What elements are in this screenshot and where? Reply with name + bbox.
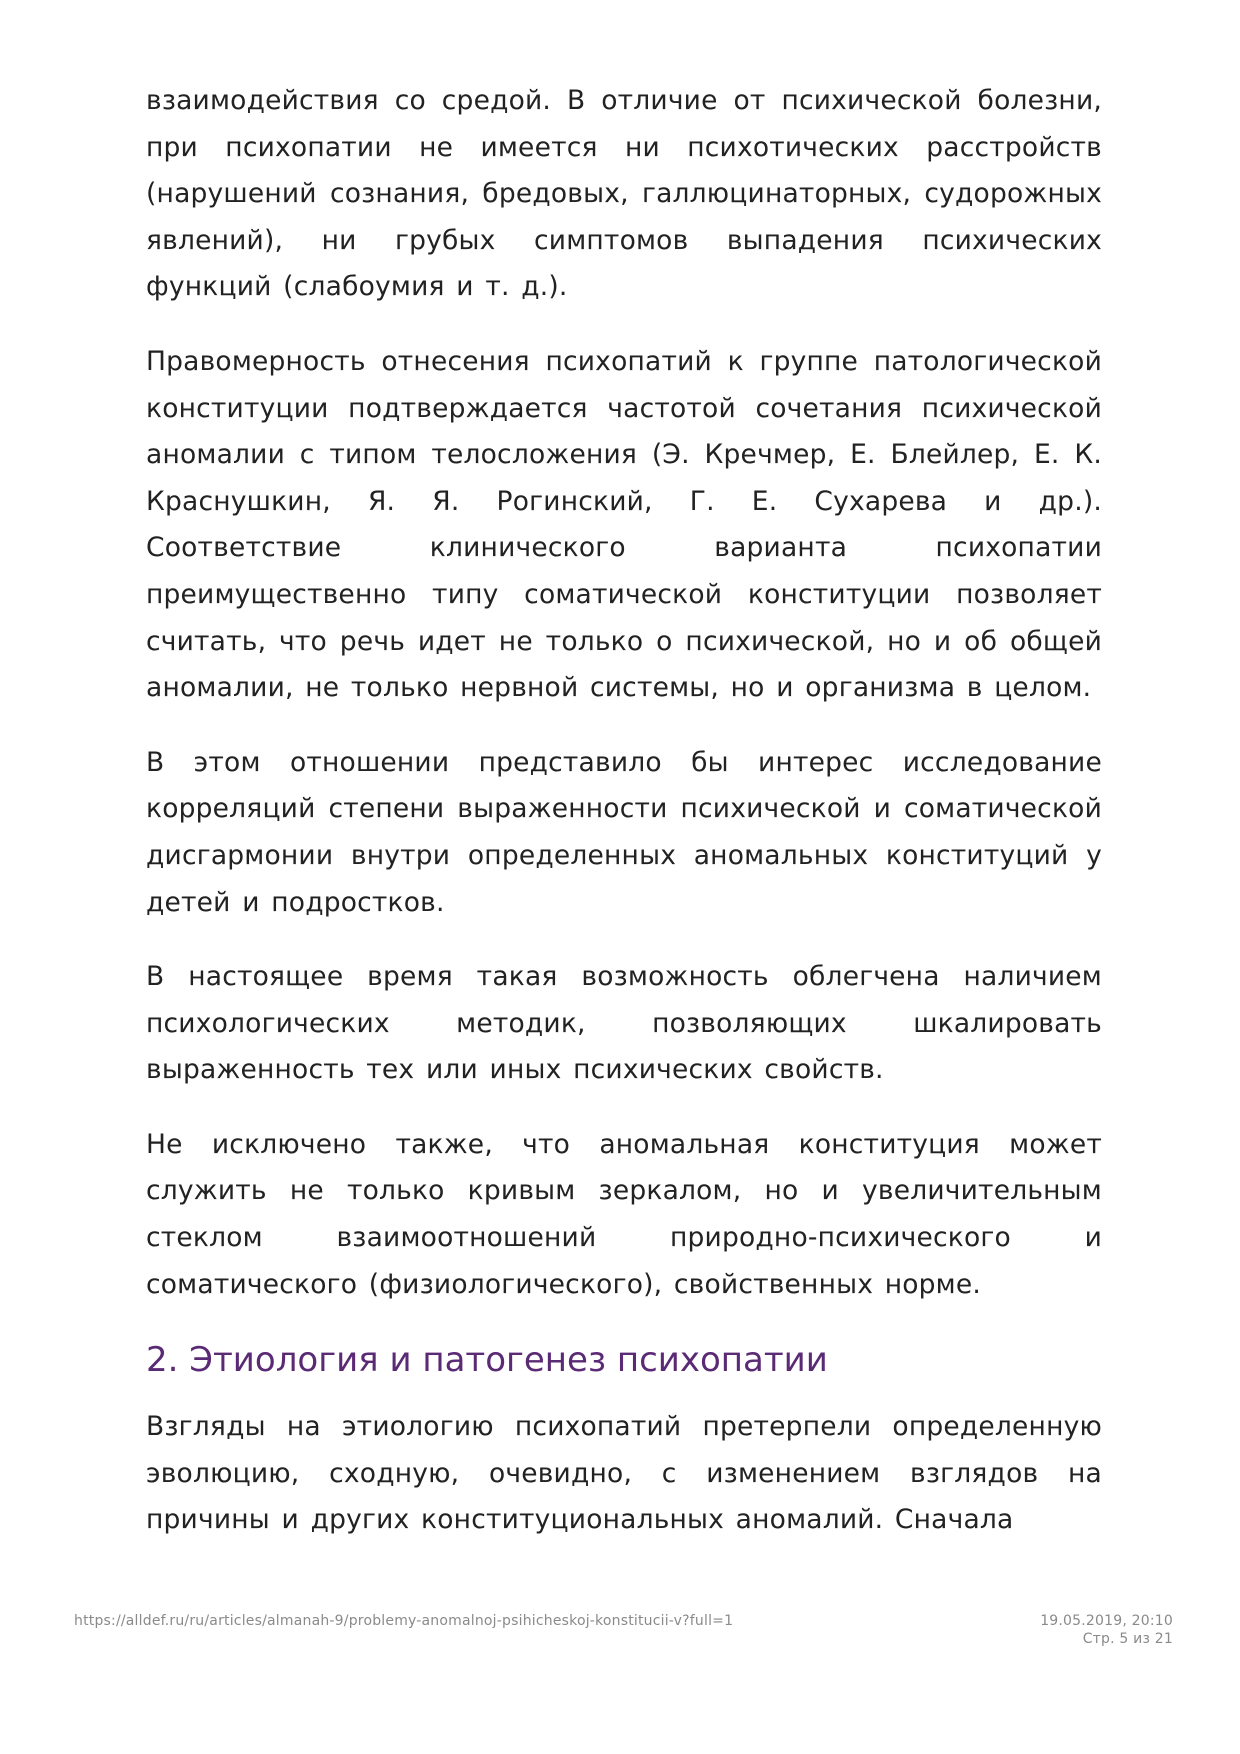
paragraph-2: Правомерность отнесения психопатий к группе патологической конституции подтверждается частотой сочетания психической аномалии с типом телосложения (Э. Кречмер, Е. Блейлер, Е. К. Краснушкин, Я. Я. Рогинский, Г. Е. Сухарева и др.). Соответствие клинического варианта психопатии преимущественно типу соматической конституции позволяет считать, что речь идет не только о психической, но и об общей аномалии, не только нервной системы, но и организма в целом. [146,345,1102,704]
paragraph-6: Взгляды на этиологию психопатий претерпели определенную эволюцию, сходную, очевидно, с изменением взглядов на причины и других конституциональных аномалий. Сначала [146,1411,1102,1536]
footer-page-number: Стр. 5 из 21 [1082,1631,1173,1647]
paragraph-4: В настоящее время такая возможность облегчена наличием психологических методик, позволяющих шкалировать выраженность тех или иных психических свойств. [146,961,1102,1086]
article-body [146,78,1102,1572]
footer-datetime: 19.05.2019, 20:10 [1040,1613,1173,1629]
section-heading: 2. Этиология и патогенез психопатии [146,1340,828,1381]
paragraph-3: В этом отношении представило бы интерес исследование корреляций степени выраженности психической и соматической дисгармонии внутри определенных аномальных конституций у детей и подростков. [146,746,1102,918]
footer-meta [1040,1612,1173,1648]
paragraph-1: взаимодействия со средой. В отличие от психической болезни, при психопатии не имеется ни психотических расстройств (нарушений сознания, бредовых, галлюцинаторных, судорожных явлений), ни грубых симптомов выпадения психических функций (слабоумия и т. д.). [146,85,1102,303]
paragraph-5: Не исключено также, что аномальная конституция может служить не только кривым зеркалом, но и увеличительным стеклом взаимоотношений природно-психического и соматического (физиологического), свойственных норме. [146,1128,1102,1300]
footer-url[interactable]: https://alldef.ru/ru/articles/almanah-9/problemy-anomalnoj-psihicheskoj-konstitucii-v?full=1 [74,1613,734,1629]
